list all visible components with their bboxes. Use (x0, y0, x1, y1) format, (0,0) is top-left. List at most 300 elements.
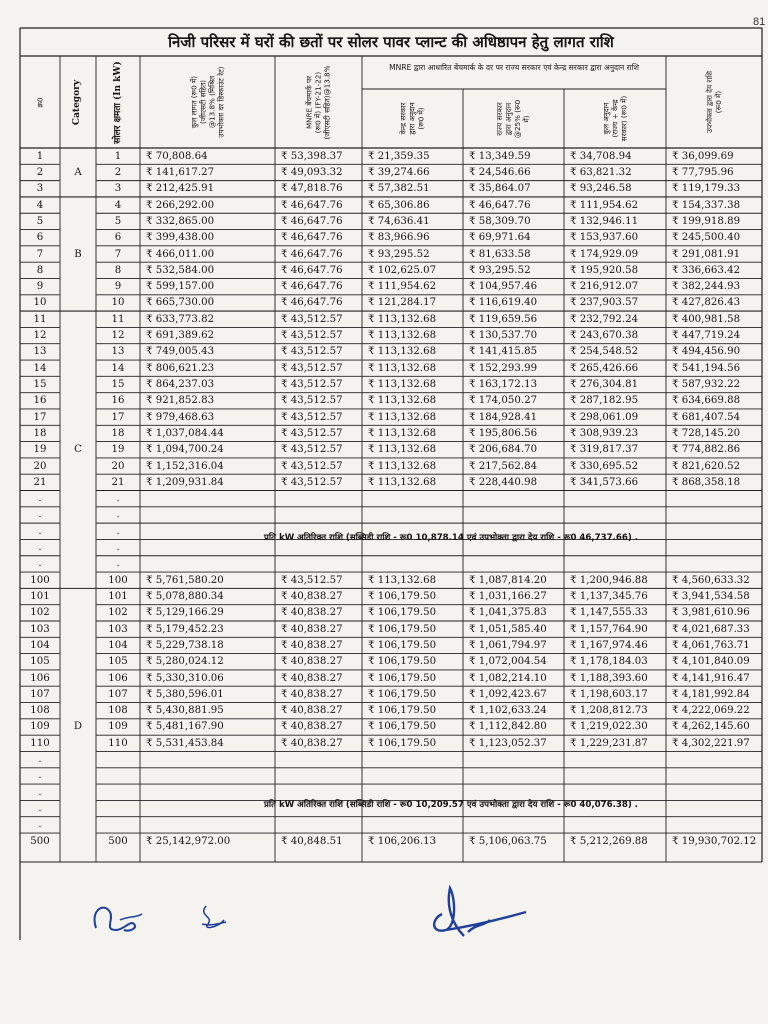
consumer-cell: ₹ 541,194.56 (672, 362, 741, 374)
state-cell: ₹ 35,864.07 (469, 183, 531, 195)
central-cell: ₹ 93,295.52 (368, 248, 430, 260)
mnre-cell: ₹ 40,838.27 (281, 721, 343, 733)
serial-cell: 500 (30, 835, 50, 847)
total-cell: ₹ 1,094,700.24 (146, 444, 224, 456)
serial-cell: 103 (30, 623, 50, 635)
category-cell: A (74, 166, 82, 178)
state-cell: ₹ 1,102,633.24 (469, 705, 547, 717)
capacity-cell: 7 (114, 248, 122, 260)
mnre-cell: ₹ 46,647.76 (281, 215, 343, 227)
capacity-cell: 100 (108, 574, 128, 586)
mnre-cell: ₹ 43,512.57 (281, 330, 343, 342)
state-cell: ₹ 5,106,063.75 (469, 835, 547, 847)
central-cell: ₹ 113,132.68 (368, 476, 437, 488)
capacity-cell: 105 (108, 656, 128, 668)
state-cell: ₹ 1,087,814.20 (469, 574, 547, 586)
state-cell: ₹ 163,172.13 (469, 378, 538, 390)
mnre-cell: ₹ 47,818.76 (281, 183, 343, 195)
consumer-cell: ₹ 3,981,610.96 (672, 607, 750, 619)
header-consumer-share: उपभोक्ता द्वारा देय राशि (रू0 में) (705, 71, 723, 133)
header-total-subsidy: कुल अनुदान (राज्य + केन्द्र सरकार) (रू0 में) (601, 95, 629, 142)
total-cell (140, 491, 275, 507)
sub-total-cell: ₹ 243,670.38 (570, 330, 639, 342)
consumer-cell: ₹ 291,081.91 (672, 248, 741, 260)
sub-total-cell: ₹ 5,212,269.88 (570, 835, 648, 847)
total-cell: ₹ 5,280,024.12 (146, 656, 224, 668)
serial-cell: 18 (33, 427, 47, 439)
category-cell: D (73, 721, 83, 733)
serial-cell: 2 (36, 166, 44, 178)
total-cell: ₹ 332,865.00 (146, 215, 215, 227)
central-cell: ₹ 113,132.68 (368, 346, 437, 358)
central-cell: ₹ 106,206.13 (368, 835, 437, 847)
mnre-cell: ₹ 43,512.57 (281, 313, 343, 325)
header-subsidy-group: MNRE द्वारा आधारित बेंचमार्क के दर पर राज्य सरकार एवं केन्द्र सरकार द्वारा अनुदान राशि (389, 63, 639, 72)
capacity-cell: 6 (114, 232, 122, 244)
total-cell: ₹ 212,425.91 (146, 183, 215, 195)
consumer-cell: ₹ 382,244.93 (672, 281, 741, 293)
serial-cell: . (38, 525, 42, 537)
total-cell (140, 817, 275, 833)
central-cell (362, 556, 463, 572)
central-cell: ₹ 113,132.68 (368, 330, 437, 342)
capacity-cell: 500 (108, 835, 128, 847)
serial-cell: 20 (33, 460, 47, 472)
mnre-cell: ₹ 40,848.51 (281, 835, 343, 847)
consumer-cell (666, 556, 762, 572)
total-cell: ₹ 5,761,580.20 (146, 574, 224, 586)
central-cell: ₹ 106,179.50 (368, 721, 437, 733)
consumer-cell: ₹ 3,941,534.58 (672, 591, 750, 602)
header-category: Category (72, 79, 83, 125)
sub-total-cell: ₹ 341,573.66 (570, 476, 639, 488)
mnre-cell: ₹ 43,512.57 (281, 460, 343, 472)
serial-cell: 7 (36, 248, 44, 260)
serial-cell: 109 (30, 721, 50, 733)
header-capacity: सोलर क्षमता (In kW) (112, 60, 123, 144)
consumer-cell: ₹ 494,456.90 (672, 346, 741, 358)
capacity-cell: 20 (111, 460, 125, 472)
central-cell: ₹ 113,132.68 (368, 460, 437, 472)
serial-cell: . (38, 754, 42, 766)
consumer-cell: ₹ 77,795.96 (672, 166, 734, 178)
sub-total-cell: ₹ 111,954.62 (570, 199, 639, 211)
serial-cell: 106 (30, 672, 50, 684)
total-cell: ₹ 665,730.00 (146, 297, 215, 309)
sub-total-cell: ₹ 287,182.95 (570, 395, 639, 407)
serial-cell: 15 (33, 378, 47, 390)
serial-cell: 21 (33, 476, 47, 488)
serial-cell: 17 (33, 411, 47, 423)
central-cell (362, 817, 463, 833)
capacity-cell: 12 (111, 330, 125, 342)
state-cell: ₹ 130,537.70 (469, 330, 538, 342)
central-cell: ₹ 106,179.50 (368, 705, 437, 717)
capacity-cell: 110 (108, 737, 128, 749)
consumer-cell: ₹ 4,302,221.97 (672, 737, 750, 749)
central-cell (362, 507, 463, 523)
state-cell: ₹ 1,051,585.40 (469, 623, 547, 635)
total-cell: ₹ 141,617.27 (146, 166, 215, 178)
state-cell: ₹ 217,562.84 (469, 460, 538, 472)
sub-total-cell: ₹ 319,817.37 (570, 444, 639, 456)
capacity-cell: 13 (111, 346, 125, 358)
total-cell: ₹ 5,531,453.84 (146, 737, 224, 749)
consumer-cell: ₹ 427,826.43 (672, 297, 741, 309)
capacity-cell: 15 (111, 378, 125, 390)
page-title: निजी परिसर में घरों की छतों पर सोलर पावर प्लान्ट की अधिष्ठापन हेतु लागत राशि (168, 33, 614, 51)
central-cell: ₹ 121,284.17 (368, 297, 437, 309)
sub-total-cell: ₹ 1,157,764.90 (570, 623, 648, 635)
sub-total-cell: ₹ 1,208,812.73 (570, 705, 648, 717)
serial-cell: 8 (36, 264, 44, 276)
mnre-cell: ₹ 49,093.32 (281, 166, 343, 178)
consumer-cell: ₹ 4,061,763.71 (672, 639, 750, 651)
mnre-cell: ₹ 40,838.27 (281, 656, 343, 668)
state-cell (463, 491, 564, 507)
consumer-cell: ₹ 4,141,916.47 (672, 672, 750, 684)
sub-total-cell: ₹ 1,198,603.17 (570, 688, 648, 700)
consumer-cell: ₹ 774,882.86 (672, 444, 741, 456)
mnre-cell: ₹ 40,838.27 (281, 672, 343, 684)
capacity-cell: 21 (111, 476, 125, 488)
state-cell: ₹ 1,092,423.67 (469, 688, 547, 700)
mnre-cell: ₹ 40,838.27 (281, 623, 343, 635)
state-cell (463, 556, 564, 572)
capacity-cell: . (116, 509, 120, 521)
serial-cell: 14 (33, 362, 47, 374)
central-cell: ₹ 65,306.86 (368, 199, 430, 211)
header-central-subsidy: केन्द्र सरकार द्वारा अनुदान (रू0 में) (398, 102, 426, 135)
central-cell: ₹ 111,954.62 (368, 281, 437, 293)
total-cell: ₹ 266,292.00 (146, 199, 215, 211)
handwritten-signature (80, 880, 600, 960)
mnre-cell: ₹ 46,647.76 (281, 264, 343, 276)
category-cell: C (74, 444, 82, 456)
central-cell: ₹ 106,179.50 (368, 688, 437, 700)
mnre-cell: ₹ 40,838.27 (281, 705, 343, 717)
sub-total-cell: ₹ 153,937.60 (570, 232, 639, 244)
capacity-cell: 101 (108, 591, 128, 602)
capacity-cell: 10 (111, 297, 125, 309)
consumer-cell (666, 817, 762, 833)
sub-total-cell: ₹ 237,903.57 (570, 297, 639, 309)
consumer-cell: ₹ 119,179.33 (672, 183, 741, 195)
capacity-cell: 102 (108, 607, 128, 619)
header-mnre-benchmark: MNRE बेंचमार्क पर (रू0 में) (FY-21-22) (जीएसटी सहित)@13.8% (305, 64, 332, 140)
state-cell: ₹ 93,295.52 (469, 264, 531, 276)
total-cell: ₹ 5,078,880.34 (146, 591, 224, 602)
capacity-cell: 14 (111, 362, 125, 374)
serial-cell: . (38, 509, 42, 521)
mnre-cell: ₹ 46,647.76 (281, 232, 343, 244)
central-cell: ₹ 106,179.50 (368, 672, 437, 684)
state-cell (463, 768, 564, 784)
capacity-cell: . (116, 493, 120, 505)
central-cell: ₹ 113,132.68 (368, 444, 437, 456)
capacity-cell: 2 (114, 166, 122, 178)
capacity-cell: 17 (111, 411, 125, 423)
central-cell: ₹ 106,179.50 (368, 591, 437, 602)
total-cell: ₹ 466,011.00 (146, 248, 215, 260)
mnre-cell: ₹ 46,647.76 (281, 297, 343, 309)
total-cell: ₹ 691,389.62 (146, 330, 215, 342)
consumer-cell: ₹ 4,262,145.60 (672, 721, 750, 733)
total-cell: ₹ 921,852.83 (146, 395, 215, 407)
per-kw-note: प्रति kW अतिरिक्त राशि (सब्सिडी राशि - रू0 10,209.57 एवं उपभोक्ता द्वारा देय राशि - रू0 40,076.38) . (263, 800, 639, 810)
central-cell (362, 768, 463, 784)
capacity-cell: . (116, 558, 120, 570)
sub-total-cell: ₹ 63,821.32 (570, 166, 632, 178)
total-cell: ₹ 1,209,931.84 (146, 476, 224, 488)
serial-cell: . (38, 558, 42, 570)
total-cell: ₹ 864,237.03 (146, 378, 215, 390)
sub-total-cell: ₹ 308,939.23 (570, 427, 639, 439)
mnre-cell: ₹ 43,512.57 (281, 444, 343, 456)
consumer-cell: ₹ 336,663.42 (672, 264, 741, 276)
sub-total-cell: ₹ 1,229,231.87 (570, 737, 648, 749)
serial-cell: 10 (33, 297, 47, 309)
capacity-cell: . (116, 525, 120, 537)
central-cell: ₹ 113,132.68 (368, 427, 437, 439)
central-cell: ₹ 113,132.68 (368, 313, 437, 325)
total-cell: ₹ 599,157.00 (146, 281, 215, 293)
consumer-cell: ₹ 4,021,687.33 (672, 623, 750, 635)
state-cell: ₹ 1,072,004.54 (469, 656, 547, 668)
state-cell: ₹ 81,633.58 (469, 248, 531, 260)
capacity-cell: 103 (108, 623, 128, 635)
consumer-cell: ₹ 19,930,702.12 (672, 835, 757, 847)
header-serial: क्र0 (35, 96, 45, 108)
sub-total-cell: ₹ 93,246.58 (570, 183, 632, 195)
mnre-cell (275, 768, 362, 784)
state-cell: ₹ 116,619.40 (469, 297, 538, 309)
mnre-cell (275, 556, 362, 572)
total-cell: ₹ 25,142,972.00 (146, 835, 231, 847)
total-cell: ₹ 806,621.23 (146, 362, 215, 374)
capacity-cell: . (116, 542, 120, 554)
serial-cell: 108 (30, 705, 50, 717)
sub-total-cell: ₹ 254,548.52 (570, 346, 639, 358)
central-cell: ₹ 113,132.68 (368, 378, 437, 390)
central-cell: ₹ 83,966.96 (368, 232, 430, 244)
consumer-cell: ₹ 4,222,069.22 (672, 705, 750, 717)
consumer-cell: ₹ 587,932.22 (672, 378, 741, 390)
total-cell (140, 768, 275, 784)
serial-cell: 105 (30, 656, 50, 668)
mnre-cell (275, 751, 362, 767)
total-cell: ₹ 5,179,452.23 (146, 623, 224, 635)
state-cell: ₹ 1,082,214.10 (469, 672, 547, 684)
serial-cell: 1 (36, 150, 44, 162)
sub-total-cell: ₹ 1,137,345.76 (570, 591, 648, 602)
serial-cell: 102 (30, 607, 50, 619)
total-cell: ₹ 1,037,084.44 (146, 427, 224, 439)
sub-total-cell (564, 491, 666, 507)
serial-cell: 5 (36, 215, 44, 227)
state-cell: ₹ 1,041,375.83 (469, 607, 547, 619)
state-cell: ₹ 184,928.41 (469, 411, 538, 423)
sub-total-cell: ₹ 216,912.07 (570, 281, 639, 293)
central-cell: ₹ 21,359.35 (368, 150, 430, 162)
serial-cell: 11 (33, 313, 47, 325)
serial-cell: 107 (30, 688, 50, 700)
serial-cell: 12 (33, 330, 47, 342)
capacity-cell: 5 (114, 215, 122, 227)
mnre-cell (275, 507, 362, 523)
mnre-cell: ₹ 43,512.57 (281, 411, 343, 423)
mnre-cell: ₹ 43,512.57 (281, 395, 343, 407)
total-cell: ₹ 633,773.82 (146, 313, 215, 325)
central-cell (362, 751, 463, 767)
serial-cell: 3 (36, 183, 44, 195)
sub-total-cell (564, 768, 666, 784)
header-total-cost: कुल लागत (रू0 में) (जीएसटी सहित) @13.8% (मिश्रित उपभोक्ता दर डिस्काउंट रेट) (189, 66, 226, 138)
total-cell: ₹ 5,129,166.29 (146, 607, 224, 619)
serial-cell: 4 (36, 199, 44, 211)
consumer-cell (666, 507, 762, 523)
central-cell: ₹ 39,274.66 (368, 166, 430, 178)
mnre-cell: ₹ 40,838.27 (281, 688, 343, 700)
serial-cell: . (38, 542, 42, 554)
sub-total-cell (564, 817, 666, 833)
total-cell (140, 556, 275, 572)
serial-cell: 110 (30, 737, 50, 749)
per-kw-note: प्रति kW अतिरिक्त राशि (सब्सिडी राशि - रू0 10,878.14 एवं उपभोक्ता द्वारा देय राशि - रू0 46,737.66) . (263, 533, 639, 543)
state-cell: ₹ 228,440.98 (469, 476, 538, 488)
total-cell: ₹ 70,808.64 (146, 150, 208, 162)
consumer-cell: ₹ 4,101,840.09 (672, 656, 750, 668)
mnre-cell: ₹ 46,647.76 (281, 281, 343, 293)
capacity-cell: 1 (114, 150, 122, 162)
mnre-cell: ₹ 46,647.76 (281, 199, 343, 211)
consumer-cell: ₹ 821,620.52 (672, 460, 741, 472)
capacity-cell (96, 800, 140, 816)
mnre-cell: ₹ 40,838.27 (281, 591, 343, 602)
capacity-cell: 11 (111, 313, 125, 325)
consumer-cell: ₹ 400,981.58 (672, 313, 741, 325)
sub-total-cell: ₹ 1,219,022.30 (570, 721, 648, 733)
capacity-cell (96, 817, 140, 833)
category-cell: B (74, 248, 82, 260)
sub-total-cell (564, 556, 666, 572)
consumer-cell (666, 768, 762, 784)
serial-cell: 6 (36, 232, 44, 244)
central-cell: ₹ 106,179.50 (368, 607, 437, 619)
state-cell: ₹ 195,806.56 (469, 427, 538, 439)
sub-total-cell: ₹ 1,200,946.88 (570, 574, 648, 586)
state-cell: ₹ 119,659.56 (469, 313, 538, 325)
capacity-cell: 8 (114, 264, 122, 276)
serial-cell: . (38, 493, 42, 505)
capacity-cell: 106 (108, 672, 128, 684)
mnre-cell: ₹ 43,512.57 (281, 427, 343, 439)
sub-total-cell: ₹ 195,920.58 (570, 264, 639, 276)
central-cell: ₹ 113,132.68 (368, 574, 437, 586)
total-cell: ₹ 979,468.63 (146, 411, 215, 423)
consumer-cell: ₹ 4,181,992.84 (672, 688, 750, 700)
sub-total-cell: ₹ 1,188,393.60 (570, 672, 648, 684)
consumer-cell: ₹ 245,500.40 (672, 232, 741, 244)
sub-total-cell: ₹ 330,695.52 (570, 460, 639, 472)
state-cell: ₹ 1,061,794.97 (469, 639, 547, 651)
sub-total-cell (564, 507, 666, 523)
mnre-cell: ₹ 53,398.37 (281, 150, 343, 162)
total-cell: ₹ 5,481,167.90 (146, 721, 224, 733)
sub-total-cell: ₹ 1,147,555.33 (570, 607, 648, 619)
consumer-cell: ₹ 681,407.54 (672, 411, 741, 423)
consumer-cell: ₹ 728,145.20 (672, 427, 741, 439)
consumer-cell: ₹ 4,560,633.32 (672, 574, 750, 586)
central-cell: ₹ 106,179.50 (368, 656, 437, 668)
serial-cell: 19 (33, 444, 47, 456)
mnre-cell: ₹ 40,838.27 (281, 737, 343, 749)
central-cell: ₹ 57,382.51 (368, 183, 430, 195)
state-cell (463, 817, 564, 833)
consumer-cell: ₹ 868,358.18 (672, 476, 741, 488)
central-cell: ₹ 106,179.50 (368, 623, 437, 635)
capacity-cell: 104 (108, 639, 128, 651)
central-cell: ₹ 113,132.68 (368, 395, 437, 407)
mnre-cell: ₹ 40,838.27 (281, 639, 343, 651)
sub-total-cell: ₹ 232,792.24 (570, 313, 639, 325)
state-cell: ₹ 24,546.66 (469, 166, 531, 178)
state-cell: ₹ 13,349.59 (469, 150, 531, 162)
serial-cell: 104 (30, 639, 50, 651)
state-cell: ₹ 1,112,842.80 (469, 721, 547, 733)
serial-cell: 13 (33, 346, 47, 358)
serial-cell: 100 (30, 574, 50, 586)
total-cell: ₹ 5,330,310.06 (146, 672, 224, 684)
capacity-cell: 107 (108, 688, 128, 700)
consumer-cell: ₹ 36,099.69 (672, 150, 734, 162)
central-cell: ₹ 74,636.41 (368, 215, 430, 227)
state-cell: ₹ 152,293.99 (469, 362, 538, 374)
state-cell: ₹ 58,309.70 (469, 215, 531, 227)
state-cell: ₹ 206,684.70 (469, 444, 538, 456)
sub-total-cell: ₹ 1,178,184.03 (570, 656, 648, 668)
central-cell: ₹ 106,179.50 (368, 737, 437, 749)
sub-total-cell: ₹ 132,946.11 (570, 215, 639, 227)
total-cell: ₹ 5,380,596.01 (146, 688, 224, 700)
mnre-cell (275, 817, 362, 833)
consumer-cell (666, 491, 762, 507)
central-cell: ₹ 102,625.07 (368, 264, 437, 276)
state-cell: ₹ 1,031,166.27 (469, 591, 547, 602)
mnre-cell: ₹ 46,647.76 (281, 248, 343, 260)
consumer-cell (666, 751, 762, 767)
mnre-cell: ₹ 43,512.57 (281, 574, 343, 586)
capacity-cell: 3 (114, 183, 122, 195)
capacity-cell: 9 (114, 281, 122, 293)
state-cell (463, 507, 564, 523)
mnre-cell: ₹ 43,512.57 (281, 346, 343, 358)
header-state-subsidy: राज्य सरकार द्वारा अनुदान @25% (रू0 में) (495, 99, 532, 138)
capacity-cell: 108 (108, 705, 128, 717)
serial-cell: . (38, 770, 42, 782)
consumer-cell: ₹ 447,719.24 (672, 330, 741, 342)
sub-total-cell: ₹ 276,304.81 (570, 378, 639, 390)
capacity-cell: 109 (108, 721, 128, 733)
serial-cell: 101 (30, 591, 50, 602)
capacity-cell: 4 (114, 199, 122, 211)
total-cell: ₹ 532,584.00 (146, 264, 215, 276)
sub-total-cell: ₹ 1,167,974.46 (570, 639, 648, 651)
sub-total-cell: ₹ 34,708.94 (570, 150, 632, 162)
consumer-cell: ₹ 199,918.89 (672, 215, 741, 227)
state-cell: ₹ 46,647.76 (469, 199, 531, 211)
serial-cell: . (38, 786, 42, 798)
